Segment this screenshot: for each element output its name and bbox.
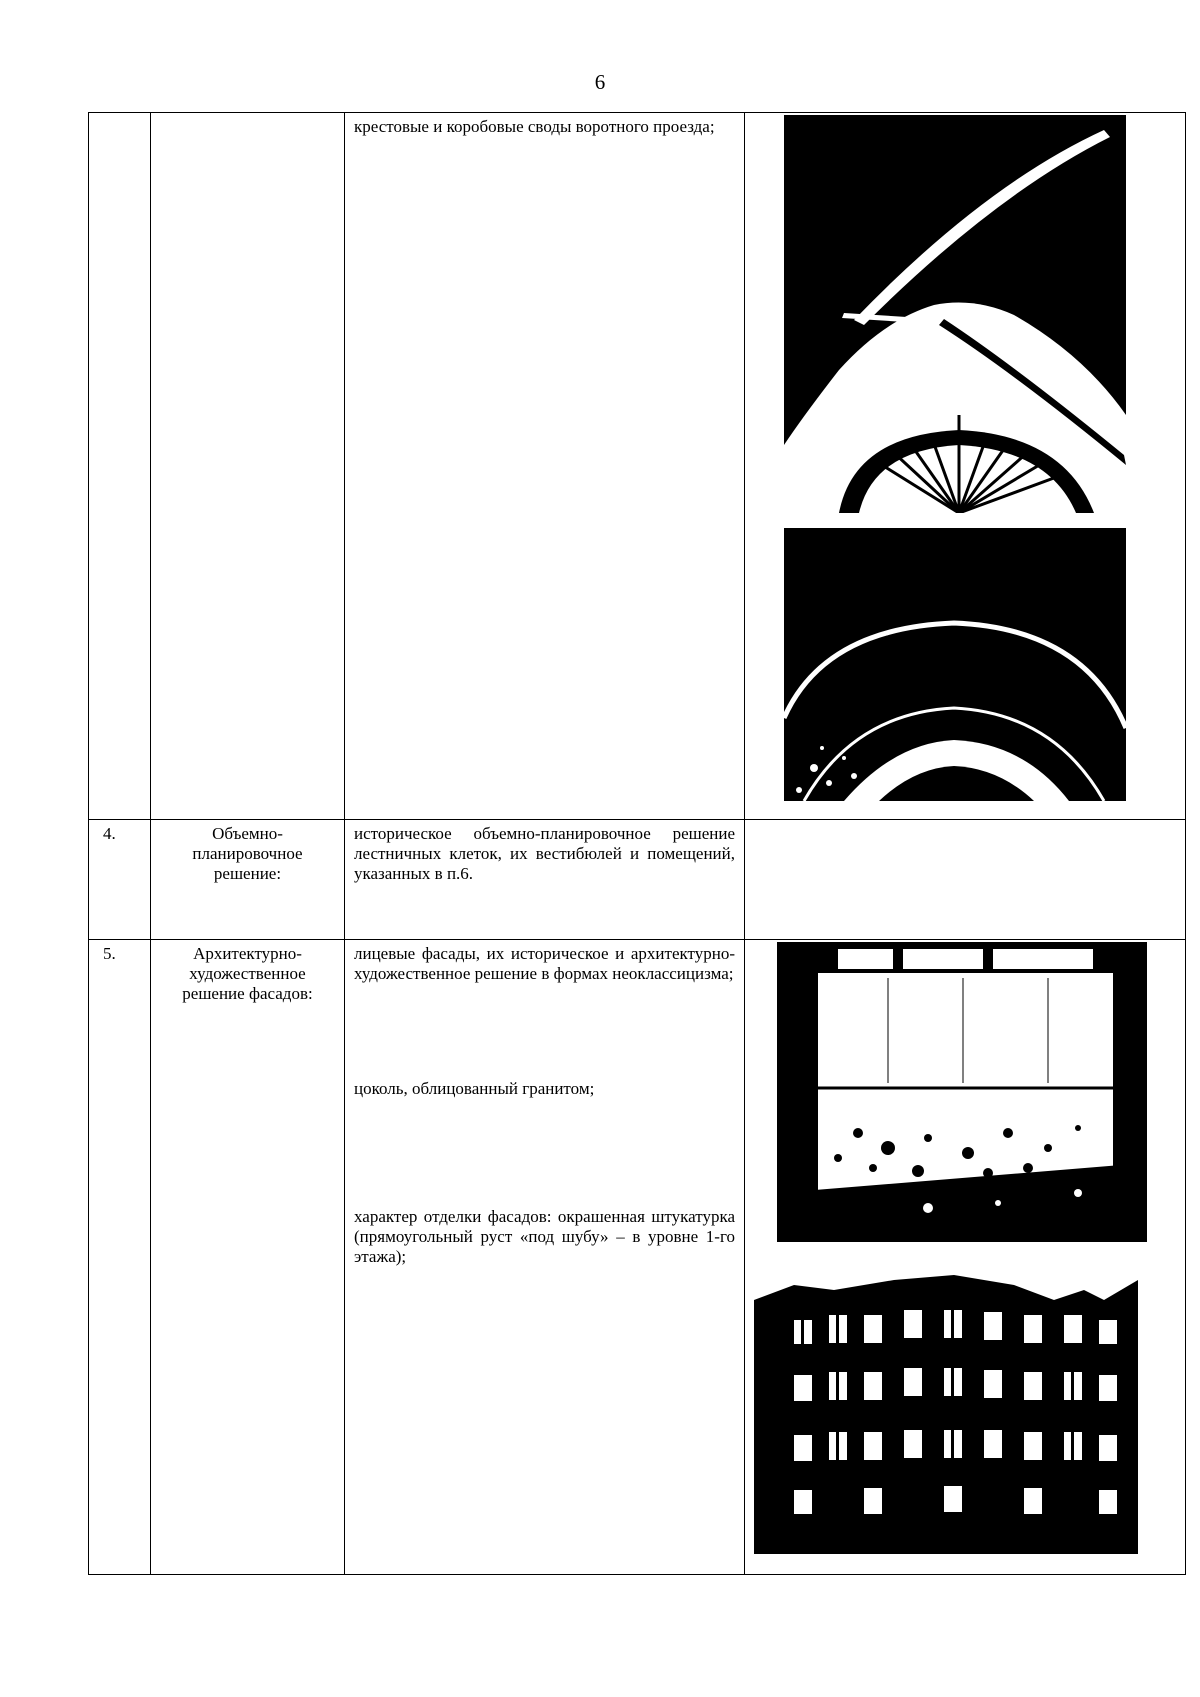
description-item: цоколь, облицованный гранитом;	[354, 1079, 595, 1098]
plinth-photo	[777, 942, 1147, 1242]
row-description	[345, 820, 745, 940]
photo-cell	[745, 820, 1186, 940]
description-item: лицевые фасады, их историческое и архитектурно-художественное решение в формах неоклассицизма;	[354, 944, 735, 983]
table-row	[89, 940, 1186, 1575]
table-row	[89, 113, 1186, 820]
row-name: Архитектурно-художественное решение фасадов:	[151, 940, 345, 1575]
page-number: 6	[594, 70, 606, 94]
facade-photo	[754, 1260, 1138, 1554]
row-description	[345, 113, 745, 820]
description-item: крестовые и коробовые своды воротного проезда;	[354, 117, 715, 136]
row-number	[89, 113, 151, 820]
description-item: характер отделки фасадов: окрашенная штукатурка (прямоугольный руст «под шубу» – в уровне 1-го этажа);	[354, 1207, 735, 1266]
row-description	[345, 940, 745, 1575]
row-name	[151, 113, 345, 820]
table-row	[89, 820, 1186, 940]
vault-photo-bottom	[784, 528, 1126, 801]
row-name: Объемно-планировочное решение:	[151, 820, 345, 940]
photo-cell	[745, 113, 1186, 820]
row-number: 5.	[89, 940, 151, 1575]
protection-subject-table	[88, 112, 1186, 1575]
vault-photo-top	[784, 115, 1126, 513]
photo-cell	[745, 940, 1186, 1575]
row-number: 4.	[89, 820, 151, 940]
description-item: историческое объемно-планировочное решение лестничных клеток, их вестибюлей и помещений, указанных в п.6.	[354, 824, 735, 883]
